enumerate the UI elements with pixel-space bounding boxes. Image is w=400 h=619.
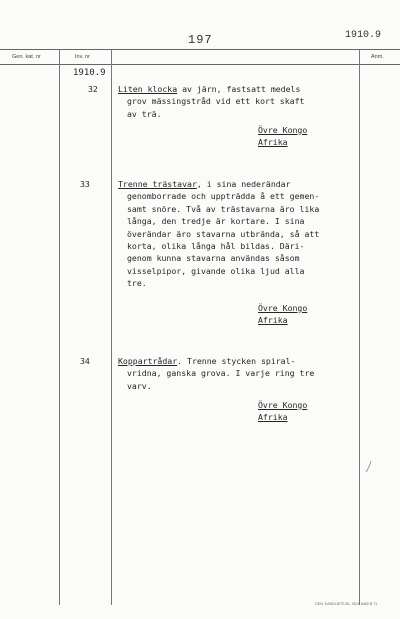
- page-number: 197: [188, 33, 213, 47]
- entry-line: grov mässingstråd vid ett kort skaft: [127, 96, 305, 107]
- origin-continent: Afrika: [258, 412, 288, 423]
- entry-text: . Trenne stycken spiral-: [177, 356, 296, 366]
- header-gen-kat-nr: Gen. kat. nr: [12, 54, 41, 60]
- inventory-number-33: 33: [80, 179, 90, 189]
- entry-line: [118, 178, 319, 190]
- entry-34-origin: [258, 399, 307, 424]
- entry-line: långa, den tredje är kortare. I sina: [127, 216, 305, 227]
- entry-line: tre.: [127, 278, 147, 289]
- page-year: 1910.9: [345, 30, 382, 41]
- column-divider-gen-kat: [59, 50, 60, 605]
- form-footer: GEN. KANSLIETS BL. 0015 8462 B 71: [315, 602, 378, 606]
- entry-33-origin: [258, 302, 307, 327]
- entry-line: [118, 83, 304, 95]
- entry-line: varv.: [127, 380, 152, 391]
- header-inv-nr: Inv. nr: [75, 54, 90, 60]
- entry-line: korta, olika långa hål bildas. Däri-: [127, 241, 305, 252]
- entry-line: genom kunna stavarna användas såsom: [127, 253, 300, 264]
- origin-continent: Afrika: [258, 137, 288, 148]
- column-divider-inv: [111, 50, 112, 605]
- entry-34-description: [118, 355, 314, 392]
- entry-line: vridna, ganska grova. I varje ring tre: [127, 368, 315, 379]
- origin-region: Övre Kongo: [258, 303, 308, 313]
- origin-region: Övre Kongo: [258, 400, 308, 410]
- inventory-year: 1910.9: [73, 68, 106, 78]
- entry-line: visselpipor, givande olika ljud alla: [127, 265, 305, 276]
- header-top-rule: [0, 49, 400, 50]
- entry-32-description: [118, 83, 304, 120]
- entry-text: av järn, fastsatt medels: [177, 84, 301, 94]
- inventory-number-32: 32: [88, 84, 98, 94]
- origin-region: Övre Kongo: [258, 125, 308, 135]
- entry-title: Trenne trästavar: [118, 179, 197, 189]
- header-bottom-rule: [0, 64, 400, 65]
- entry-text: , i sina nederändar: [196, 179, 291, 189]
- entry-32-origin: [258, 124, 307, 149]
- origin-continent: Afrika: [258, 315, 288, 326]
- column-divider-anm: [359, 50, 360, 605]
- entry-title: Liten klocka: [118, 84, 178, 94]
- entry-line: av trä.: [127, 108, 162, 119]
- entry-title: Koppartrådar: [118, 356, 178, 366]
- entry-33-description: [118, 178, 319, 290]
- pencil-mark: [364, 460, 374, 474]
- entry-line: överändar äro stavarna utbrända, så att: [127, 228, 320, 239]
- entry-line: genomborrade och uppträdda å ett gemen-: [127, 191, 320, 202]
- inventory-number-34: 34: [80, 356, 90, 366]
- entry-line: [118, 355, 314, 367]
- entry-line: samt snöre. Två av trästavarna äro lika: [127, 203, 320, 214]
- header-anm: Anm.: [371, 54, 384, 60]
